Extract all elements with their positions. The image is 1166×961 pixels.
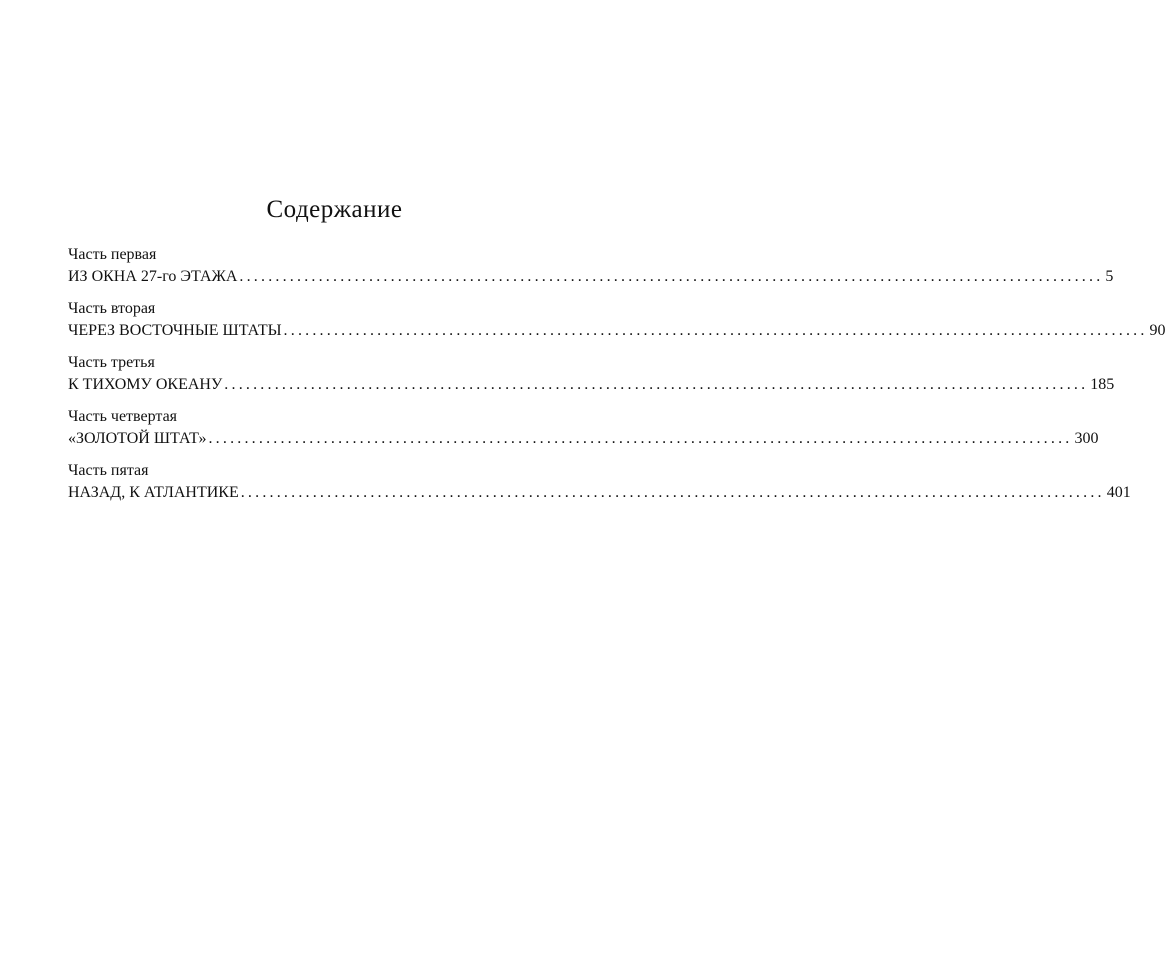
toc-entry [68, 245, 1114, 299]
toc-entry [68, 299, 1166, 353]
toc-line [68, 320, 1166, 342]
toc-line [68, 266, 1114, 288]
toc-leader-dots: ........................................................................................................................ [239, 268, 1104, 285]
toc-leader-dots: ........................................................................................................................ [208, 430, 1073, 447]
table-of-contents [68, 245, 1166, 515]
toc-entry-title: К ТИХОМУ ОКЕАНУ [68, 376, 223, 393]
toc-leader-dots: ........................................................................................................................ [283, 322, 1148, 339]
toc-entry-title: «ЗОЛОТОЙ ШТАТ» [68, 430, 207, 447]
toc-part-label: Часть пятая [68, 462, 149, 479]
toc-page-number: 300 [1074, 430, 1099, 447]
toc-part-label: Часть третья [68, 354, 155, 371]
page-title: Содержание [266, 196, 403, 223]
toc-entry [68, 461, 1131, 515]
toc-entry-title: ЧЕРЕЗ ВОСТОЧНЫЕ ШТАТЫ [68, 322, 282, 339]
toc-line [68, 482, 1131, 504]
toc-page-number: 90 [1149, 322, 1166, 339]
toc-page-number: 401 [1106, 484, 1131, 501]
toc-entry [68, 407, 1099, 461]
toc-page-number: 185 [1090, 376, 1115, 393]
toc-page-number: 5 [1105, 268, 1114, 285]
toc-entry-title: НАЗАД, К АТЛАНТИКЕ [68, 484, 239, 501]
toc-leader-dots: ........................................................................................................................ [224, 376, 1089, 393]
toc-entry [68, 353, 1115, 407]
toc-part-label: Часть четвертая [68, 408, 178, 425]
toc-entry-title: ИЗ ОКНА 27-го ЭТАЖА [68, 268, 238, 285]
toc-part-label: Часть вторая [68, 300, 156, 317]
toc-leader-dots: ........................................................................................................................ [240, 484, 1105, 501]
toc-line [68, 428, 1099, 450]
toc-line [68, 374, 1115, 396]
toc-part-label: Часть первая [68, 246, 157, 263]
